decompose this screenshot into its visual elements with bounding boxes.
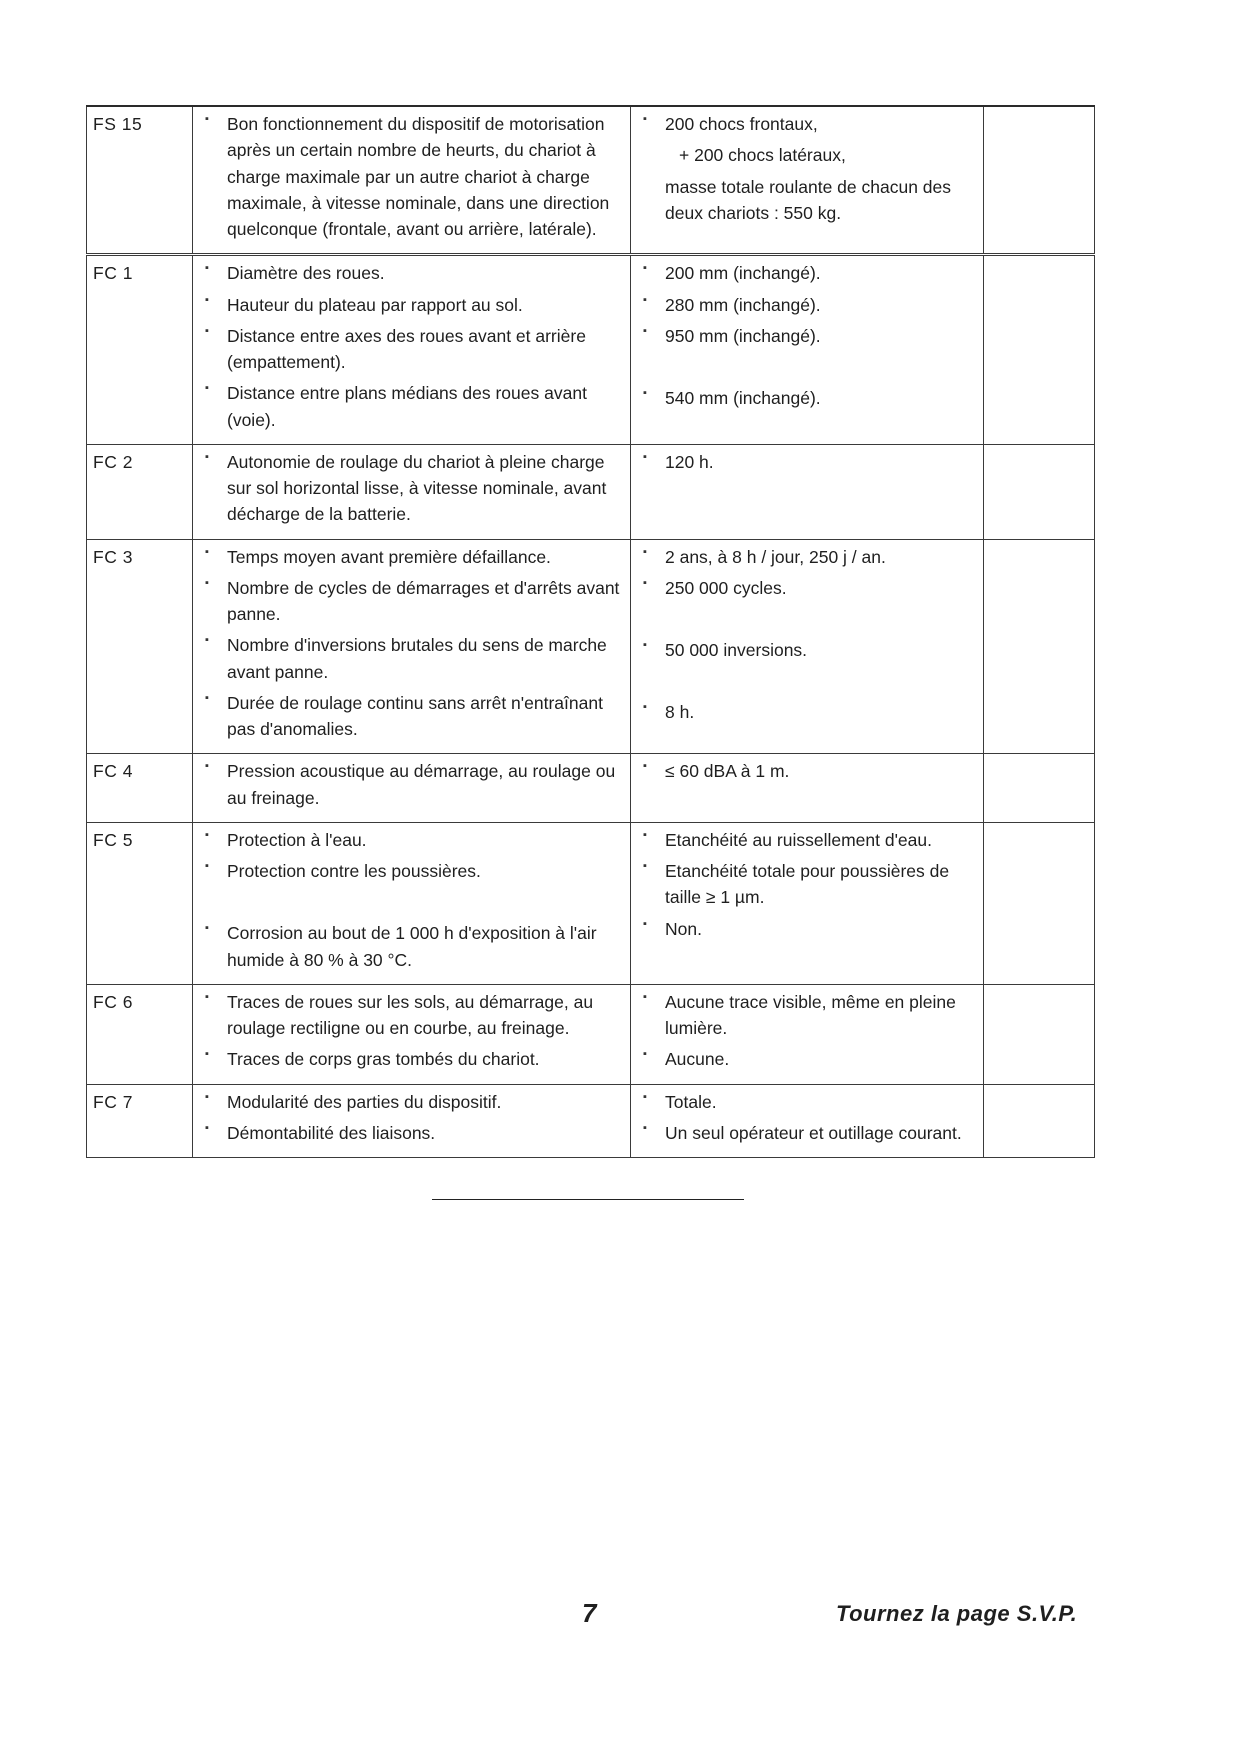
- level: + 200 chocs latéraux,: [679, 145, 846, 166]
- criterion: ▪ Nombre d'inversions brutales du sens de marche avant panne.: [201, 632, 622, 685]
- level: ▪ Un seul opérateur et outillage courant.: [639, 1120, 975, 1146]
- level: ▪ 50 000 inversions.: [639, 637, 975, 663]
- flexibility-cell: [984, 984, 1095, 1084]
- table-row-fc4: [87, 754, 1095, 823]
- level: ▪ 540 mm (inchangé).: [639, 385, 975, 411]
- criteria-cell: [193, 539, 631, 754]
- function-code: FS 15: [87, 106, 193, 255]
- table-row-fc1: [87, 255, 1095, 445]
- level-cell: [631, 255, 984, 445]
- level-cell: [631, 106, 984, 255]
- criterion: ▪ Temps moyen avant première défaillance.: [201, 544, 622, 570]
- level: ▪ 250 000 cycles.: [639, 575, 975, 601]
- level: ▪ Aucune.: [639, 1046, 975, 1072]
- criterion: ▪ Démontabilité des liaisons.: [201, 1120, 622, 1146]
- flexibility-cell: [984, 539, 1095, 754]
- criterion: ▪ Distance entre axes des roues avant et arrière (empattement).: [201, 323, 622, 376]
- criteria-cell: [193, 106, 631, 255]
- level: ▪ 280 mm (inchangé).: [639, 292, 975, 318]
- criterion: ▪ Durée de roulage continu sans arrêt n'entraînant pas d'anomalies.: [201, 690, 622, 743]
- criterion: ▪ Protection à l'eau.: [201, 827, 622, 853]
- table-row-fc2: [87, 444, 1095, 539]
- level: ▪ 950 mm (inchangé).: [639, 323, 975, 349]
- criterion: ▪ Nombre de cycles de démarrages et d'arrêts avant panne.: [201, 575, 622, 628]
- turn-page-note: Tournez la page S.V.P.: [836, 1601, 1078, 1626]
- level: ▪ 200 chocs frontaux,: [639, 111, 975, 137]
- criteria-cell: [193, 984, 631, 1084]
- function-code: FC 2: [87, 444, 193, 539]
- criterion: ▪ Pression acoustique au démarrage, au roulage ou au freinage.: [201, 758, 622, 811]
- level: ▪ ≤ 60 dBA à 1 m.: [639, 758, 975, 784]
- level: ▪ 120 h.: [639, 449, 975, 475]
- table-row-fc6: [87, 984, 1095, 1084]
- criterion: ▪ Traces de corps gras tombés du chariot.: [201, 1046, 622, 1072]
- criteria-cell: [193, 754, 631, 823]
- criterion: ▪ Diamètre des roues.: [201, 260, 622, 286]
- function-code: FC 5: [87, 822, 193, 984]
- specification-table: [86, 105, 1095, 1158]
- criterion: ▪ Protection contre les poussières.: [201, 858, 622, 884]
- level-cell: [631, 1084, 984, 1158]
- table-row-fs15: [87, 106, 1095, 255]
- flexibility-cell: [984, 444, 1095, 539]
- function-code: FC 3: [87, 539, 193, 754]
- criterion: ▪ Distance entre plans médians des roues avant (voie).: [201, 380, 622, 433]
- function-code: FC 7: [87, 1084, 193, 1158]
- criterion: ▪ Hauteur du plateau par rapport au sol.: [201, 292, 622, 318]
- criterion: ▪ Corrosion au bout de 1 000 h d'exposition à l'air humide à 80 % à 30 °C.: [201, 920, 622, 973]
- criteria-cell: [193, 822, 631, 984]
- level: ▪ 2 ans, à 8 h / jour, 250 j / an.: [639, 544, 975, 570]
- level-cell: [631, 539, 984, 754]
- criterion: ▪ Modularité des parties du dispositif.: [201, 1089, 622, 1115]
- function-code: FC 6: [87, 984, 193, 1084]
- level: ▪ Etanchéité totale pour poussières de taille ≥ 1 µm.: [639, 858, 975, 911]
- flexibility-cell: [984, 754, 1095, 823]
- flexibility-cell: [984, 255, 1095, 445]
- table-row-fc7: [87, 1084, 1095, 1158]
- criterion: ▪ Traces de roues sur les sols, au démarrage, au roulage rectiligne ou en courbe, au freinage.: [201, 989, 622, 1042]
- level: masse totale roulante de chacun des deux chariots : 550 kg.: [665, 176, 952, 223]
- level: ▪ Totale.: [639, 1089, 975, 1115]
- level-cell: [631, 822, 984, 984]
- level: ▪ 200 mm (inchangé).: [639, 260, 975, 286]
- criteria-cell: [193, 255, 631, 445]
- level: ▪ Non.: [639, 916, 975, 942]
- flexibility-cell: [984, 106, 1095, 255]
- criteria-cell: [193, 444, 631, 539]
- criterion: ▪ Autonomie de roulage du chariot à pleine charge sur sol horizontal lisse, à vitesse nominale, avant décharge de la batterie.: [201, 449, 622, 528]
- end-rule: [432, 1199, 744, 1200]
- spacer: [639, 668, 975, 694]
- criteria-cell: [193, 1084, 631, 1158]
- flexibility-cell: [984, 1084, 1095, 1158]
- level: ▪ 8 h.: [639, 699, 975, 725]
- spacer: [201, 889, 622, 915]
- level: ▪ Etanchéité au ruissellement d'eau.: [639, 827, 975, 853]
- level-cell: [631, 754, 984, 823]
- spacer: [639, 606, 975, 632]
- level-cell: [631, 444, 984, 539]
- page-number: 7: [582, 1598, 597, 1628]
- table-row-fc3: [87, 539, 1095, 754]
- flexibility-cell: [984, 822, 1095, 984]
- spacer: [639, 354, 975, 380]
- level-cell: [631, 984, 984, 1084]
- level: ▪ Aucune trace visible, même en pleine lumière.: [639, 989, 975, 1042]
- table-row-fc5: [87, 822, 1095, 984]
- function-code: FC 4: [87, 754, 193, 823]
- criterion: ▪ Bon fonctionnement du dispositif de motorisation après un certain nombre de heurts, du chariot à charge maximale par un autre chariot à charge maximale, à vitesse nominale, dans une direction quelconque (frontale, avant ou arrière, latérale).: [201, 111, 622, 242]
- function-code: FC 1: [87, 255, 193, 445]
